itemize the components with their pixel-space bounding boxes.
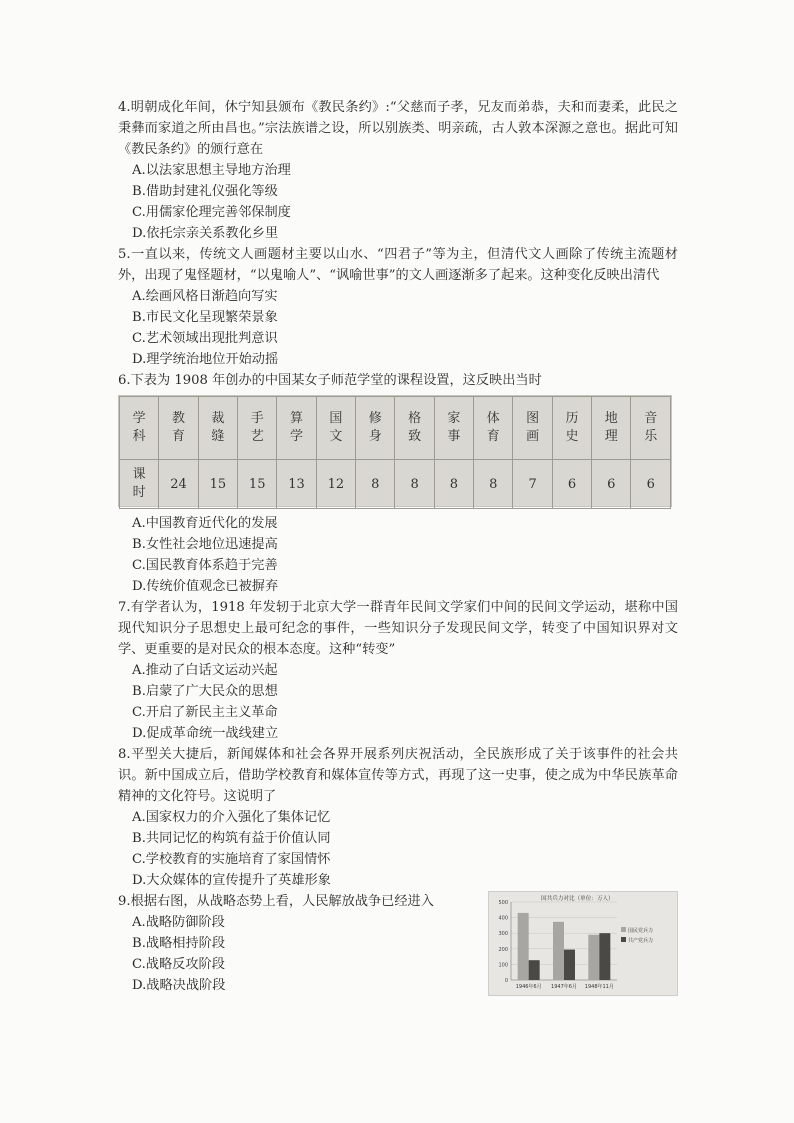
option-a: A.战略防御阶段 xyxy=(132,915,225,930)
table-cell: 15 xyxy=(238,460,277,509)
table-cell: 家事 xyxy=(434,397,473,460)
bar-kmt xyxy=(588,935,599,980)
option-b: B.共同记忆的构筑有益于价值认同 xyxy=(132,831,331,846)
x-tick-label: 1948年11月 xyxy=(584,984,614,990)
y-tick-label: 400 xyxy=(498,915,508,922)
table-cell: 7 xyxy=(513,460,552,509)
table-cell: 12 xyxy=(316,460,355,509)
option-c: C.国民教育体系趋于完善 xyxy=(132,558,278,573)
table-cell: 历史 xyxy=(552,397,591,460)
legend-label: 共产党兵力 xyxy=(628,938,654,944)
option-a: A.中国教育近代化的发展 xyxy=(132,516,278,531)
option-c: C.开启了新民主主义革命 xyxy=(132,705,278,720)
y-tick-label: 200 xyxy=(498,946,508,953)
question-stem: 7.有学者认为，1918 年发轫于北京大学一群青年民间文学家们中间的民间文学运动，堪称中国现代知识分子思想史上最可纪念的事件，一些知识分子发现民间文学，转变了中国知识界对文学、更重要的是对民众的根本态度。这种“转变” xyxy=(118,600,678,657)
option-b: B.市民文化呈现繁荣景象 xyxy=(132,310,278,325)
table-cell: 8 xyxy=(474,460,513,509)
table-cell: 国文 xyxy=(316,397,355,460)
table-cell: 修身 xyxy=(356,397,395,460)
table-cell: 8 xyxy=(395,460,434,509)
troop-strength-chart xyxy=(488,891,678,996)
option-b: B.女性社会地位迅速提高 xyxy=(132,537,278,552)
table-cell: 裁缝 xyxy=(198,397,237,460)
bar-kmt xyxy=(553,922,564,980)
option-c: C.艺术领域出现批判意识 xyxy=(132,331,278,346)
table-cell: 13 xyxy=(277,460,316,509)
table-cell: 格致 xyxy=(395,397,434,460)
table-cell: 8 xyxy=(356,460,395,509)
question-7 xyxy=(118,597,678,744)
bar-chart-svg xyxy=(489,892,677,995)
option-d: D.促成革命统一战线建立 xyxy=(132,726,279,741)
y-tick-label: 0 xyxy=(504,978,508,984)
table-cell: 6 xyxy=(631,460,671,509)
option-d: D.传统价值观念已被摒弃 xyxy=(132,579,279,594)
question-stem: 4.明朝成化年间，休宁知县颁布《教民条约》:“父慈而子孝，兄友而弟恭，夫和而妻柔，此民之秉彝而家道之所由昌也。”宗法族谱之设，所以别族类、明亲疏，古人敦本深源之意也。据此可知《教民条约》的颁行意在 xyxy=(118,100,678,157)
question-8 xyxy=(118,744,678,891)
table-cell: 地理 xyxy=(592,397,631,460)
legend-swatch xyxy=(621,927,626,932)
option-a: A.推动了白话文运动兴起 xyxy=(132,663,278,678)
table-cell: 教育 xyxy=(159,397,198,460)
option-b: B.启蒙了广大民众的思想 xyxy=(132,684,278,699)
option-c: C.用儒家伦理完善邻保制度 xyxy=(132,205,291,220)
question-stem: 6.下表为 1908 年创办的中国某女子师范学堂的课程设置，这反映出当时 xyxy=(118,373,542,388)
question-stem: 9.根据右图，从战略态势上看，人民解放战争已经进入 xyxy=(118,894,434,909)
question-stem: 8.平型关大捷后，新闻媒体和社会各界开展系列庆祝活动，全民族形成了关于该事件的社会共识。新中国成立后，借助学校教育和媒体宣传等方式，再现了这一史事，使之成为中华民族革命精神的文化符号。这说明了 xyxy=(118,747,678,804)
bar-kmt xyxy=(518,913,529,980)
legend-swatch xyxy=(621,937,626,942)
option-b: B.战略相持阶段 xyxy=(132,936,226,951)
option-a: A.以法家思想主导地方治理 xyxy=(132,163,291,178)
table-cell: 15 xyxy=(198,460,237,509)
option-c: C.战略反攻阶段 xyxy=(132,957,225,972)
question-9 xyxy=(118,891,678,996)
table-row-hours xyxy=(120,460,671,509)
table-header-cell: 学科 xyxy=(120,397,159,460)
table-cell: 音乐 xyxy=(631,397,671,460)
y-tick-label: 100 xyxy=(498,962,508,969)
option-a: A.绘画风格日渐趋向写实 xyxy=(132,289,278,304)
x-tick-label: 1946年6月 xyxy=(515,984,542,990)
option-b: B.借助封建礼仪强化等级 xyxy=(132,184,278,199)
legend-label: 国民党兵力 xyxy=(628,928,654,934)
table-cell: 8 xyxy=(434,460,473,509)
y-tick-label: 500 xyxy=(498,900,508,906)
table-cell: 手艺 xyxy=(238,397,277,460)
table-cell: 6 xyxy=(592,460,631,509)
option-d: D.大众媒体的宣传提升了英雄形象 xyxy=(132,873,331,888)
question-6 xyxy=(118,370,678,597)
bar-ccp xyxy=(529,960,540,980)
option-d: D.理学统治地位开始动摇 xyxy=(132,352,279,367)
option-d: D.依托宗亲关系教化乡里 xyxy=(132,226,279,241)
table-row-subjects xyxy=(120,397,671,460)
question-4 xyxy=(118,97,678,244)
table-cell: 24 xyxy=(159,460,198,509)
bar-ccp xyxy=(564,950,575,980)
option-c: C.学校教育的实施培育了家国情怀 xyxy=(132,852,331,867)
table-header-cell: 课时 xyxy=(120,460,159,509)
table-cell: 图画 xyxy=(513,397,552,460)
x-tick-label: 1947年6月 xyxy=(551,984,577,990)
y-tick-label: 300 xyxy=(498,931,508,938)
course-table-image xyxy=(118,395,672,507)
exam-page xyxy=(118,97,678,996)
table-cell: 体育 xyxy=(474,397,513,460)
question-stem: 5.一直以来，传统文人画题材主要以山水、“四君子”等为主，但清代文人画除了传统主流题材外，出现了鬼怪题材，“以鬼喻人”、“讽喻世事”的文人画逐渐多了起来。这种变化反映出清代 xyxy=(118,247,678,283)
question-5 xyxy=(118,244,678,370)
chart-title: 国共兵力对比（单位：万人） xyxy=(541,896,614,902)
table-cell: 6 xyxy=(552,460,591,509)
option-d: D.战略决战阶段 xyxy=(132,978,226,993)
course-table xyxy=(119,396,671,509)
table-cell: 算学 xyxy=(277,397,316,460)
bar-ccp xyxy=(599,933,610,980)
option-a: A.国家权力的介入强化了集体记忆 xyxy=(132,810,331,825)
